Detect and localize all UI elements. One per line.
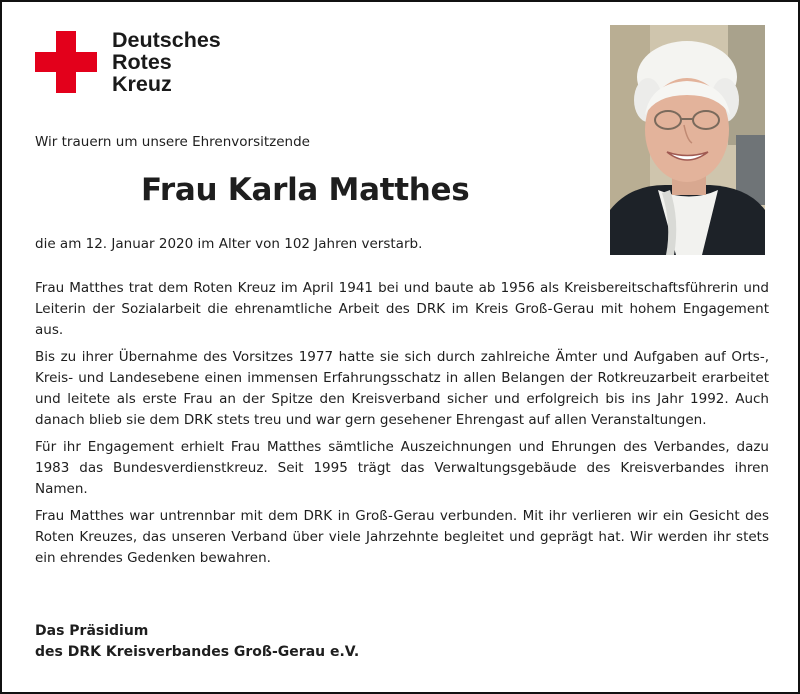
- body-paragraph-1: Frau Matthes trat dem Roten Kreuz im April 1941 bei und baute ab 1956 als Kreisbereitschaftsführerin und Leiterin der Sozialarbeit die ehrenamtliche Arbeit des DRK im Kreis Groß-Gerau mit hohem Engagement aus.: [35, 280, 769, 338]
- body-paragraph-3: Für ihr Engagement erhielt Frau Matthes sämtliche Auszeichnungen und Ehrungen des Verbandes, dazu 1983 das Bundesverdienstkreuz. Seit 1995 trägt das Verwaltungsgebäude des Kreisverbandes ihren Namen.: [35, 439, 769, 497]
- obituary-body: [35, 278, 769, 575]
- body-paragraph-4: Frau Matthes war untrennbar mit dem DRK in Groß-Gerau verbunden. Mit ihr verlieren wir ein Gesicht des Roten Kreuzes, das unseren Verband über viele Jahrzehnte begleitet und geprägt hat. Wir werden ihr stets ein ehrendes Gedenken bewahren.: [35, 508, 769, 566]
- deceased-name: Frau Karla Matthes: [141, 172, 470, 208]
- intro-line: Wir trauern um unsere Ehrenvorsitzende: [35, 134, 310, 150]
- signature-line-2: des DRK Kreisverbandes Groß-Gerau e.V.: [35, 644, 360, 660]
- signature-block: [35, 621, 359, 663]
- signature-line-1: Das Präsidium: [35, 623, 149, 639]
- logo-line-3: Kreuz: [112, 72, 172, 96]
- portrait-photo: [610, 25, 765, 255]
- death-line: die am 12. Januar 2020 im Alter von 102 Jahren verstarb.: [35, 236, 423, 252]
- logo-line-2: Rotes: [112, 50, 172, 74]
- logo-wordmark: [112, 29, 221, 95]
- red-cross-icon: [35, 31, 97, 93]
- logo-line-1: Deutsches: [112, 28, 221, 52]
- body-paragraph-2: Bis zu ihrer Übernahme des Vorsitzes 1977 hatte sie sich durch zahlreiche Ämter und Aufgaben auf Orts-, Kreis- und Landesebene einen immensen Erfahrungsschatz in allen Belangen der Rotkreuzarbeit erarbeitet und leitete als erste Frau an der Spitze den Kreisverband sicher und erfolgreich bis ins Jahr 1992. Auch danach blieb sie dem DRK stets treu und war gern gesehener Ehrengast auf allen Veranstaltungen.: [35, 349, 769, 428]
